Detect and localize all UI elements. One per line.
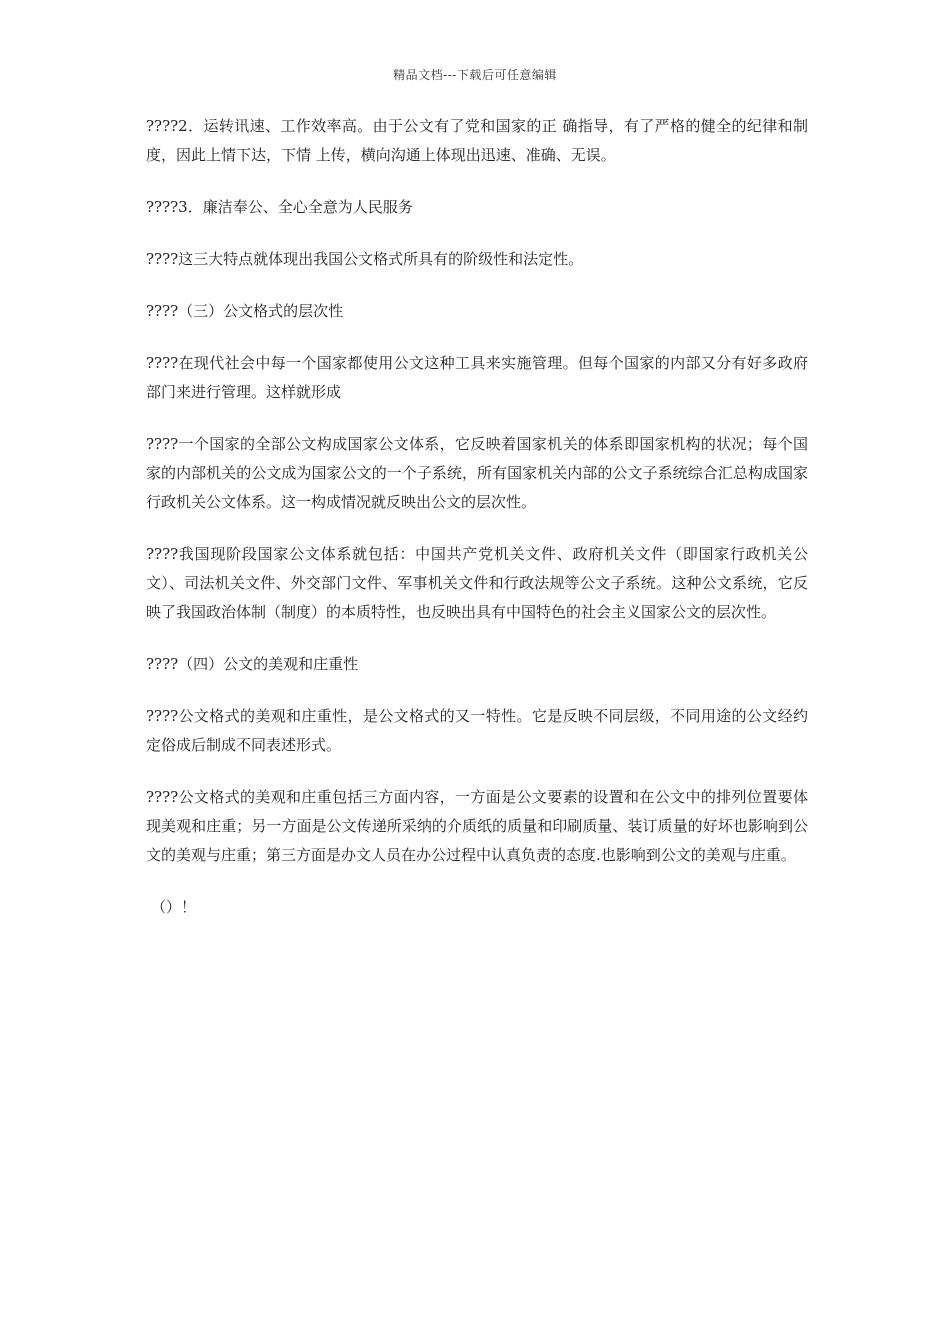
paragraph-efficiency: ????2．运转讯速、工作效率高。由于公文有了党和国家的正 确指导，有了严格的健全的纪律和制度，因此上情下达，下情 上传，横向沟通上体现出迅速、准确、无误。 [146,117,808,164]
paragraph-trailing-mark: （）！ [151,898,197,916]
paragraph-national-system: ????一个国家的全部公文构成国家公文体系，它反映着国家机关的体系即国家机构的状况；每个国家的内部机关的公文成为国家公文的一个子系统，所有国家机关内部的公文子系统综合汇总构成国家行政机关公文体系。这一构成情况就反映出公文的层次性。 [146,435,808,511]
paragraph-aesthetics-definition: ????公文格式的美观和庄重性，是公文格式的又一特性。它是反映不同层级，不同用途的公文经约定俗成后制成不同表述形式。 [146,707,808,754]
document-body [146,112,808,945]
paragraph-current-system: ????我国现阶段国家公文体系就包括：中国共产党机关文件、政府机关文件（即国家行政机关公文）、司法机关文件、外交部门文件、军事机关文件和行政法规等公文子系统。这种公文系统，它反映了我国政治体制（制度）的本质特性，也反映出具有中国特色的社会主义国家公文的层次性。 [146,545,808,621]
paragraph-three-features: ????这三大特点就体现出我国公文格式所具有的阶级性和法定性。 [146,250,584,268]
paragraph-integrity: ????3．廉洁奉公、全心全意为人民服务 [146,198,413,216]
paragraph-aesthetics-content: ????公文格式的美观和庄重包括三方面内容，一方面是公文要素的设置和在公文中的排列位置要体现美观和庄重；另一方面是公文传递所采纳的介质纸的质量和印刷质量、装订质量的好坏也影响到公文的美观与庄重；第三方面是办文人员在办公过程中认真负责的态度.也影响到公文的美观与庄重。 [146,788,808,864]
page-header: 精品文档---下载后可任意编辑 [393,68,557,82]
section-heading-aesthetics: ????（四）公文的美观和庄重性 [146,655,359,673]
section-heading-hierarchy: ????（三）公文格式的层次性 [146,302,344,320]
paragraph-modern-society: ????在现代社会中每一个国家都使用公文这种工具来实施管理。但每个国家的内部又分有好多政府部门来进行管理。这样就形成 [146,354,808,401]
